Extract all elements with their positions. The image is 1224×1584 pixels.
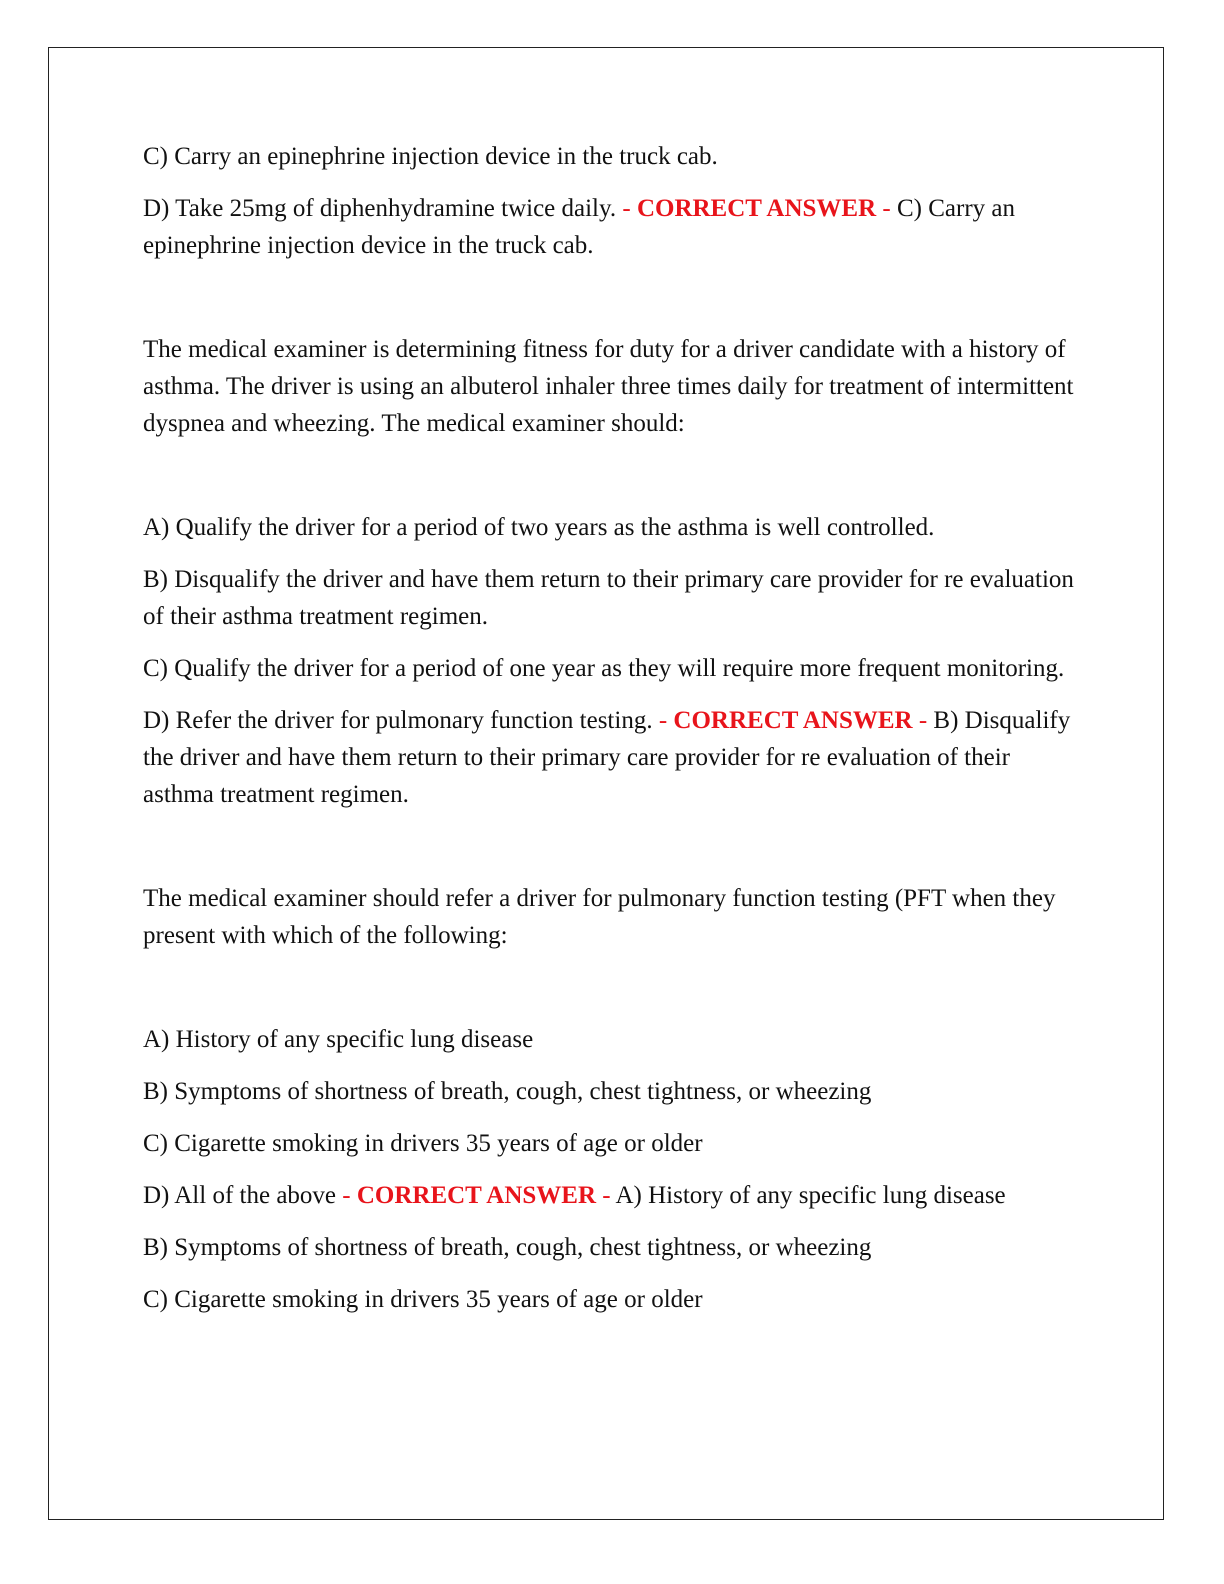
answer-separator: - <box>876 195 897 222</box>
answer-separator: - <box>912 707 934 734</box>
option-d: D) Refer the driver for pulmonary function testing. <box>143 707 653 734</box>
option-c: C) Carry an epinephrine injection device in the truck cab. <box>143 143 718 170</box>
correct-answer-label: CORRECT ANSWER <box>356 1182 597 1209</box>
option-a: A) Qualify the driver for a period of two years as the asthma is well controlled. <box>143 514 935 541</box>
option-d-with-answer <box>143 1177 1083 1214</box>
option-c: C) Qualify the driver for a period of one year as they will require more frequent monitoring. <box>143 655 1065 682</box>
option-d-with-answer <box>143 702 1083 813</box>
option-c: C) Cigarette smoking in drivers 35 years of age or older <box>143 1130 703 1157</box>
answer-text: A) History of any specific lung disease <box>615 1182 1006 1209</box>
correct-answer-label: CORRECT ANSWER <box>636 195 877 222</box>
option-d: D) All of the above <box>143 1182 337 1209</box>
spacer <box>143 828 1083 880</box>
correct-answer-label: CORRECT ANSWER <box>673 707 913 734</box>
option-b: B) Disqualify the driver and have them return to their primary care provider for re evaluation of their asthma treatment regimen. <box>143 566 1074 630</box>
spacer <box>143 279 1083 331</box>
option-d: D) Take 25mg of diphenhydramine twice daily. <box>143 195 617 222</box>
document-body <box>143 138 1083 1333</box>
question-text: The medical examiner is determining fitness for duty for a driver candidate with a history of asthma. The driver is using an albuterol inhaler three times daily for treatment of intermittent dyspnea and wheezing. The medical examiner should: <box>143 336 1074 437</box>
answer-separator: - <box>596 1182 616 1209</box>
answer-continuation-c: C) Cigarette smoking in drivers 35 years of age or older <box>143 1286 703 1313</box>
option-d-with-answer <box>143 190 1083 264</box>
answer-continuation-b: B) Symptoms of shortness of breath, cough, chest tightness, or wheezing <box>143 1234 872 1261</box>
answer-separator: - <box>336 1182 357 1209</box>
answer-text: B) Disqualify the driver and have them return to their primary care provider for re evaluation of their asthma treatment regimen. <box>143 707 1071 808</box>
question-text: The medical examiner should refer a driver for pulmonary function testing (PFT when they present with which of the following: <box>143 885 1056 949</box>
option-b: B) Symptoms of shortness of breath, cough, chest tightness, or wheezing <box>143 1078 872 1105</box>
option-a: A) History of any specific lung disease <box>143 1026 534 1053</box>
answer-text: C) Carry an epinephrine injection device in the truck cab. <box>143 195 1015 259</box>
answer-separator: - <box>652 707 674 734</box>
spacer <box>143 969 1083 1021</box>
answer-separator: - <box>616 195 637 222</box>
spacer <box>143 457 1083 509</box>
